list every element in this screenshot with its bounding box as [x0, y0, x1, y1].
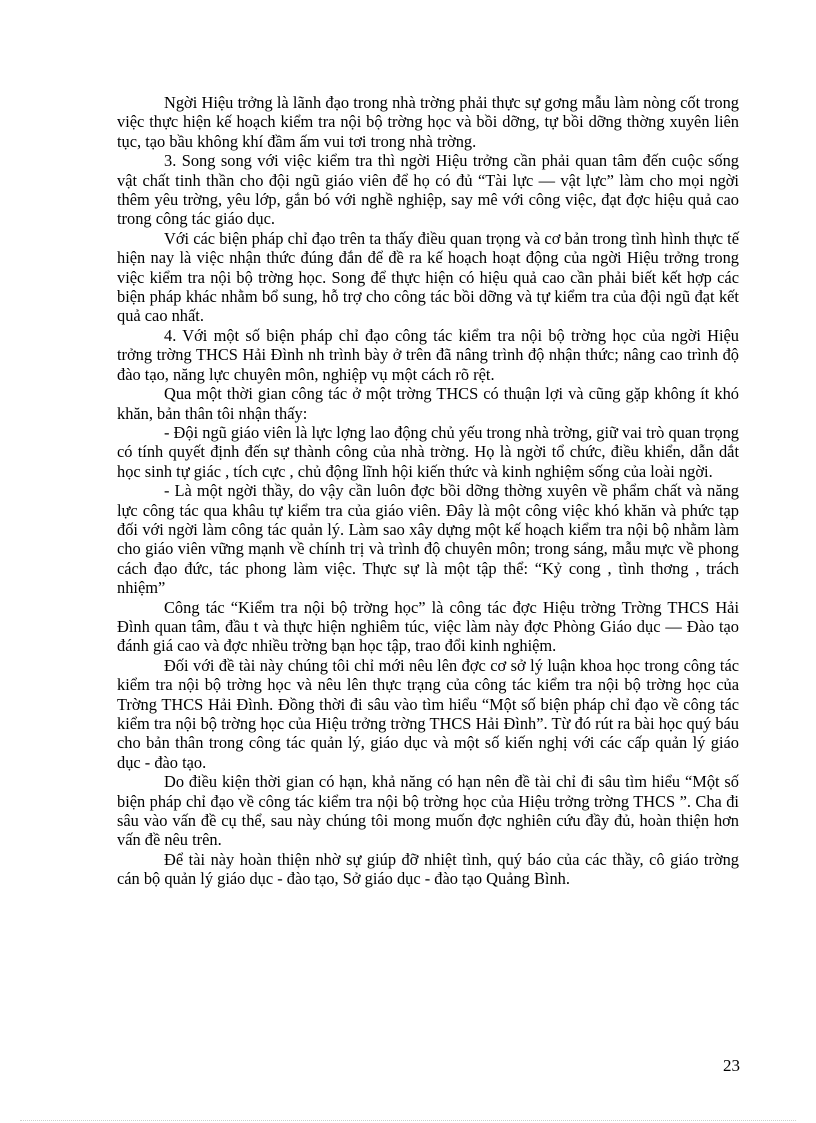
- paragraph-3: Với các biện pháp chỉ đạo trên ta thấy điều quan trọng và cơ bản trong tình hình thực tế hiện nay là việc nhận thức đúng đắn để đề ra kế hoạch hoạt động của ngời Hiệu trởng trong việc kiểm tra nội bộ trờng học. Song để thực hiện có hiệu quả cao cần phải biết kết hợp các biện pháp khác nhằm bổ sung, hỗ trợ cho công tác bồi dỡng và tự kiểm tra của đội ngũ đạt kết quả cao nhất.: [117, 228, 739, 326]
- paragraph-7: - Là một ngời thầy, do vậy cần luôn đợc bồi dỡng thờng xuyên về phẩm chất và năng lực công tác qua khâu tự kiểm tra của giáo viên. Đây là một công việc khó khăn và phức tạp đối với ngời làm công tác quản lý. Làm sao xây dựng một kế hoạch kiểm tra nội bộ nhằm làm cho giáo viên vững mạnh về chính trị và trình độ chuyên môn; trong sáng, mẫu mực về phong cách đạo đức, tác phong làm việc. Thực sự là một tập thể: “Kỷ cong , tình thơng , trách nhiệm”: [117, 481, 739, 598]
- page-bottom-divider: [20, 1120, 796, 1121]
- paragraph-2: 3. Song song với việc kiểm tra thì ngời Hiệu trởng cần phải quan tâm đến cuộc sống vật chất tinh thần cho đội ngũ giáo viên để họ có đủ “Tài lực — vật lực” làm cho mọi ngời thêm yêu trờng, yêu lớp, gắn bó với nghề nghiệp, say mê với công việc, đạt đợc hiệu quả cao trong công tác giáo dục.: [117, 151, 739, 229]
- paragraph-10: Do điều kiện thời gian có hạn, khả năng có hạn nên đề tài chỉ đi sâu tìm hiểu “Một số biện pháp chỉ đạo về công tác kiểm tra nội bộ trờng học của Hiệu trởng trờng THCS ”. Cha đi sâu vào vấn đề cụ thể, sau này chúng tôi mong muốn đợc nghiên cứu đầy đủ, hoàn thiện hơn vấn đề nêu trên.: [117, 772, 739, 850]
- paragraph-1: Ngời Hiệu trởng là lãnh đạo trong nhà trờng phải thực sự gơng mẫu làm nòng cốt trong việc thực hiện kế hoạch kiểm tra nội bộ trờng học và bồi dỡng, tự bồi dỡng thờng xuyên liên tục, tạo bầu không khí đầm ấm vui tơi trong nhà trờng.: [117, 93, 739, 151]
- paragraph-6: - Đội ngũ giáo viên là lực lợng lao động chủ yếu trong nhà trờng, giữ vai trò quan trọng có tính quyết định đến sự thành công của nhà trờng. Họ là ngời tổ chức, điều khiển, dẫn dắt học sinh tự giác , tích cực , chủ động lĩnh hội kiến thức và kinh nghiệm sống của loài ngời.: [117, 422, 739, 481]
- paragraph-9: Đối với đề tài này chúng tôi chỉ mới nêu lên đợc cơ sở lý luận khoa học trong công tác kiểm tra nội bộ trờng học và nêu lên thực trạng của công tác kiểm tra nội bộ trờng học của Trờng THCS Hải Đình. Đồng thời đi sâu vào tìm hiểu “Một số biện pháp chỉ đạo về công tác kiểm tra nội bộ trờng học của Hiệu trởng trờng THCS Hải Đình”. Từ đó rút ra bài học quý báu cho bản thân trong công tác quản lý, giáo dục và một số kiến nghị với các cấp quản lý giáo dục - đào tạo.: [117, 655, 739, 772]
- paragraph-8: Công tác “Kiểm tra nội bộ trờng học” là công tác đợc Hiệu trờng Trờng THCS Hải Đình quan tâm, đầu t và thực hiện nghiêm túc, việc làm này đợc Phòng Giáo dục — Đào tạo đánh giá cao và đợc nhiều trờng bạn học tập, trao đổi kinh nghiệm.: [117, 597, 739, 656]
- paragraph-11: Để tài này hoàn thiện nhờ sự giúp đỡ nhiệt tình, quý báo của các thầy, cô giáo trờng cán bộ quản lý giáo dục - đào tạo, Sở giáo dục - đào tạo Quảng Bình.: [117, 849, 739, 889]
- document-body: [117, 93, 739, 889]
- page-number: 23: [723, 1056, 740, 1075]
- paragraph-5: Qua một thời gian công tác ở một trờng THCS có thuận lợi và cũng gặp không ít khó khăn, bản thân tôi nhận thấy:: [117, 384, 739, 423]
- paragraph-4: 4. Với một số biện pháp chỉ đạo công tác kiểm tra nội bộ trờng học của ngời Hiệu trởng trờng THCS Hải Đình nh trình bày ở trên đã nâng trình độ nhận thức; nâng cao trình độ đào tạo, năng lực chuyên môn, nghiệp vụ một cách rõ rệt.: [117, 325, 739, 384]
